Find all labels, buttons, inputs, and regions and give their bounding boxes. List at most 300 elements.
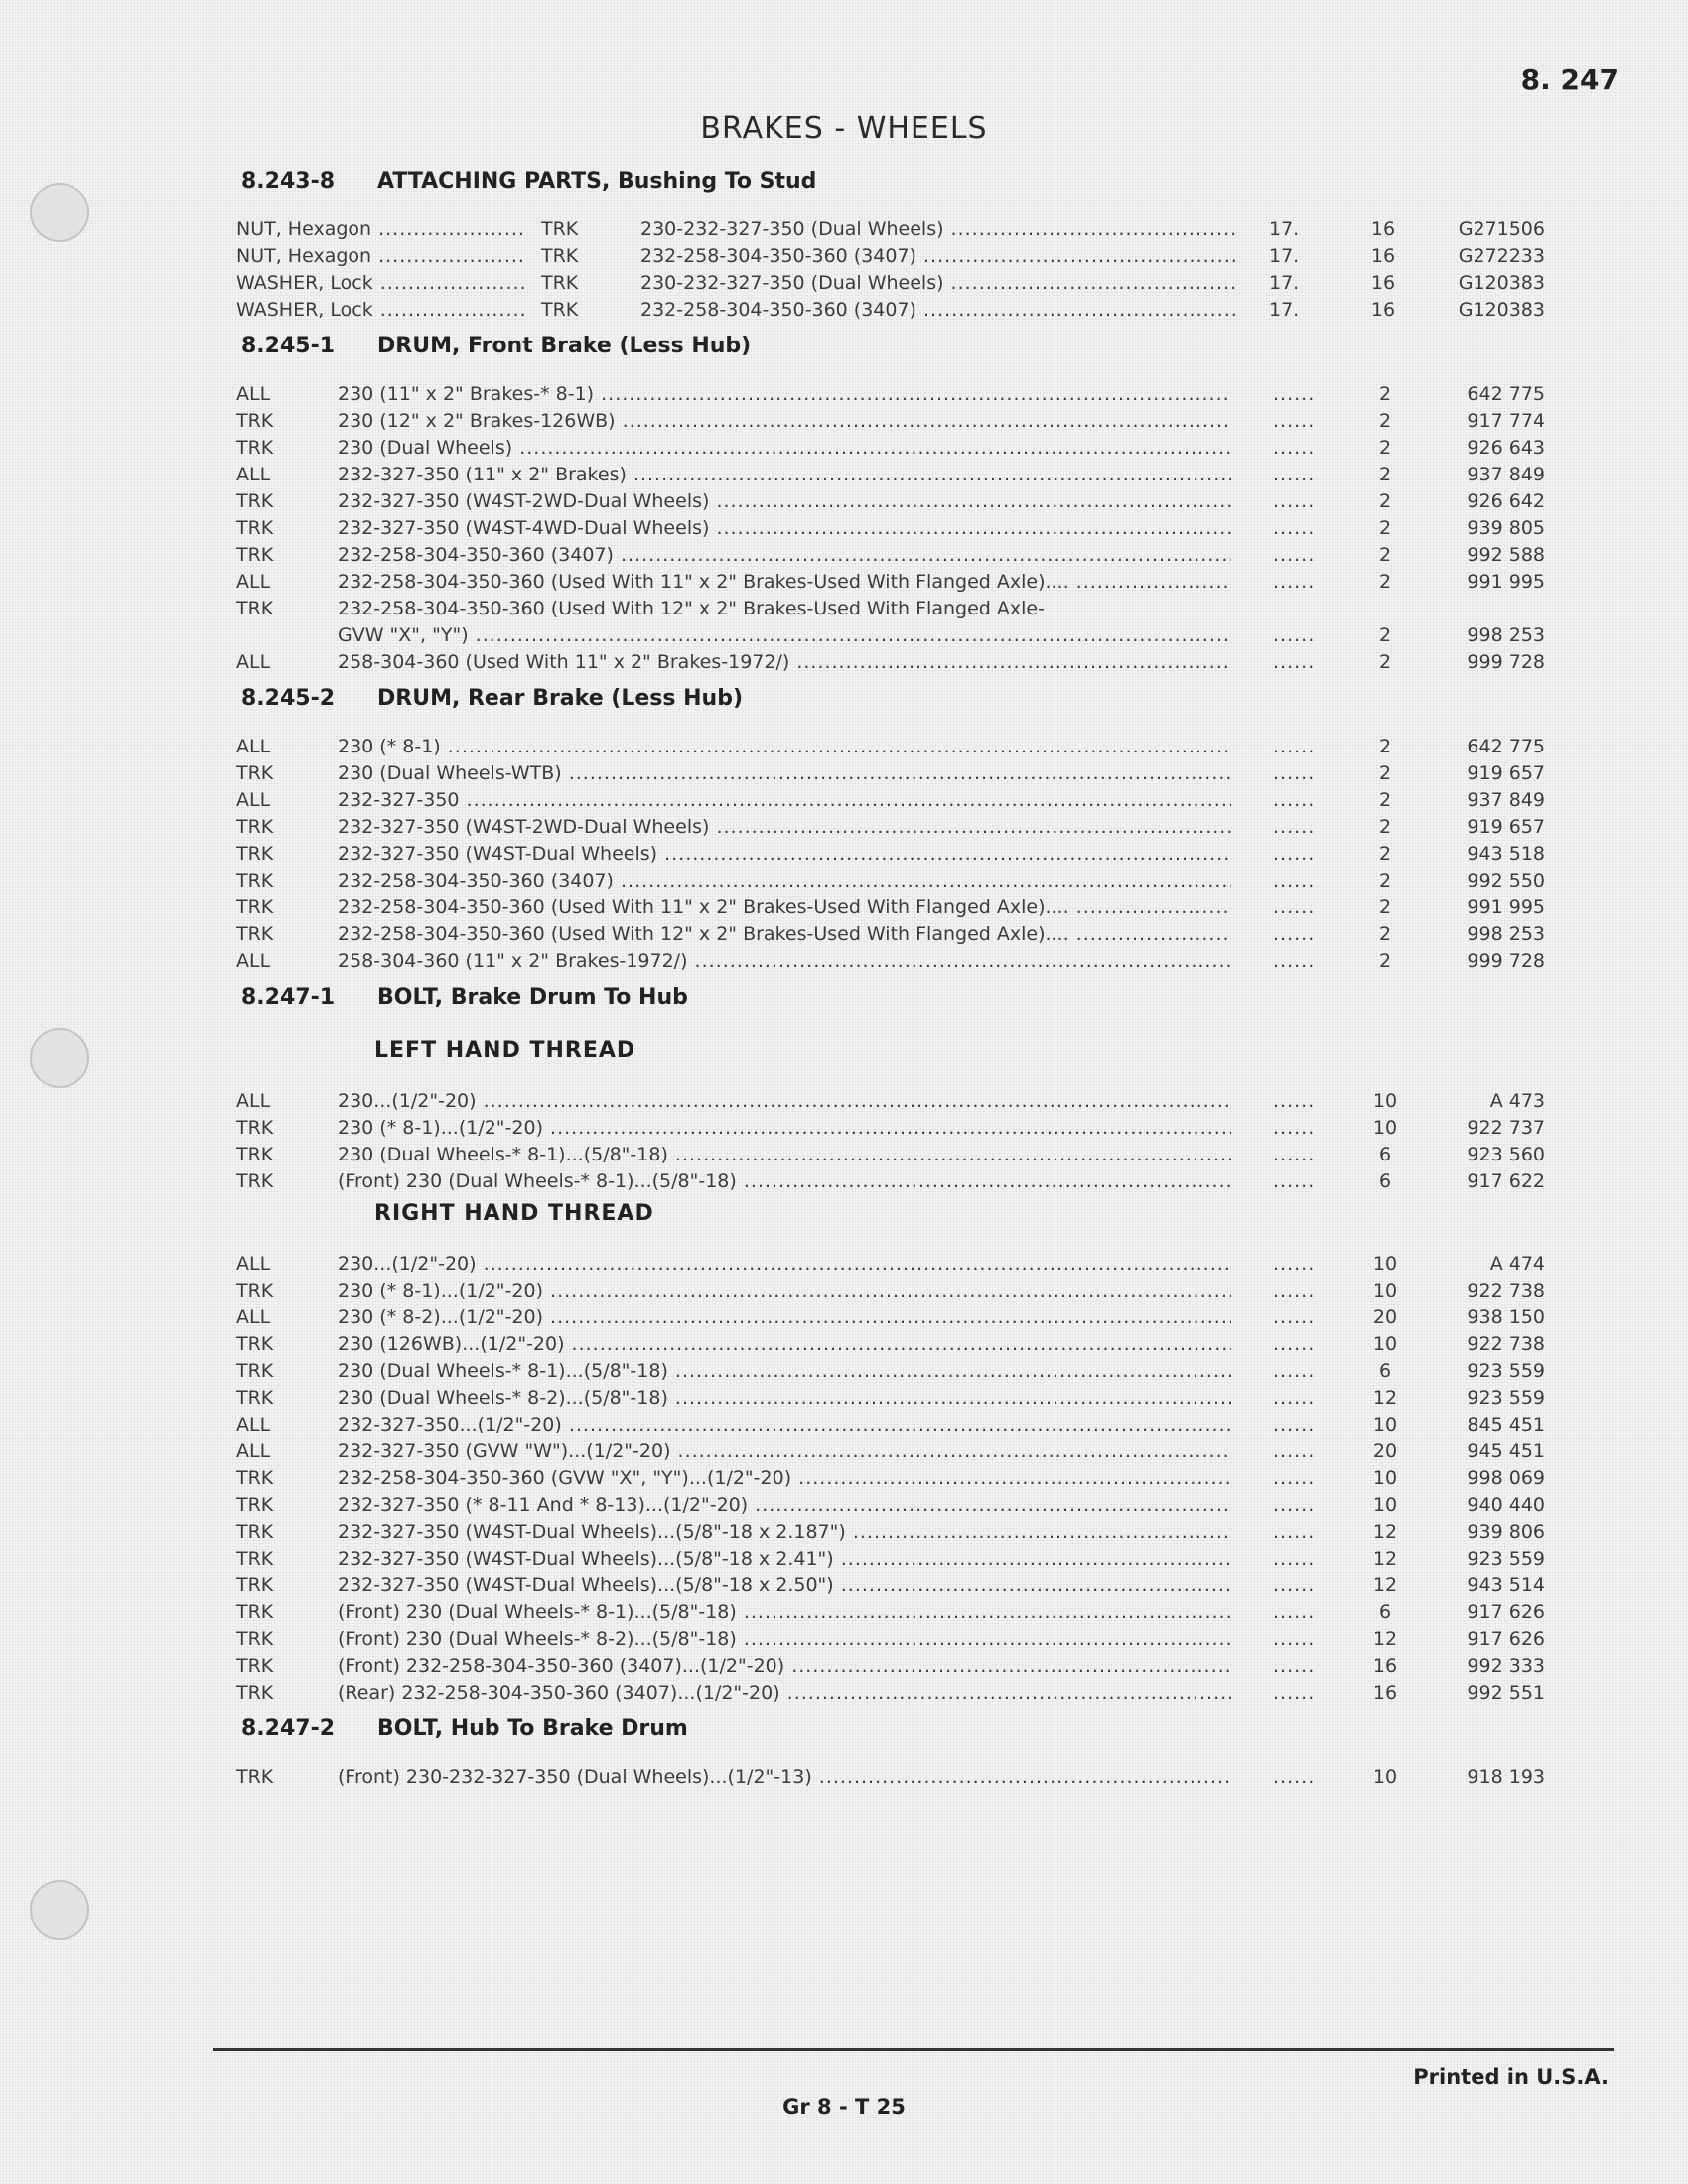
quantity: 12 [1372,1628,1398,1650]
section-8-247-1 [0,985,1688,1706]
part-description: 232-258-304-350-360 (Used With 11" x 2" Brakes-Used With Flanged Axle).... ..... [338,894,1231,921]
leader-dots: ...... [1273,1333,1316,1355]
part-number: G271506 [1458,218,1545,240]
model-code: TRK [541,218,579,240]
table-row [0,1680,1688,1706]
part-description: 232-258-304-350-360 (3407) ..... [338,868,1231,894]
quantity: 12 [1372,1387,1398,1409]
part-number: 991 995 [1467,571,1545,593]
table-row [0,381,1688,408]
leader-dots: ...... [1273,490,1316,512]
leader-dots: ...... [1273,870,1316,891]
footer-rule [213,2048,1614,2051]
quantity: 6 [1378,1360,1392,1382]
part-number: 922 738 [1467,1280,1545,1301]
model-code: ALL [236,1090,271,1112]
quantity: 2 [1378,870,1392,891]
quantity: 6 [1378,1144,1392,1165]
part-description: 258-304-360 (11" x 2" Brakes-1972/) ..... [338,948,1231,975]
part-number: 926 642 [1467,490,1545,512]
table-row [0,814,1688,841]
part-description: 232-258-304-350-360 (Used With 11" x 2" Brakes-Used With Flanged Axle).... ..... [338,569,1231,596]
table-row [0,948,1688,975]
section-8-247-2 [0,1716,1688,1791]
leader-dots: ...... [1273,1387,1316,1409]
quantity: 12 [1372,1548,1398,1570]
leader-dots: ...... [1273,1628,1316,1650]
part-number: 999 728 [1467,950,1545,972]
table-row [0,1331,1688,1358]
section-8-245-2 [0,686,1688,975]
quantity: 6 [1378,1170,1392,1192]
table-row [0,1115,1688,1142]
part-description: 232-327-350 (W4ST-2WD-Dual Wheels) ..... [338,814,1231,841]
table-row [0,1572,1688,1599]
leader-dots: ...... [1273,1655,1316,1677]
part-number: 923 559 [1467,1387,1545,1409]
section-number: 8.245-2 [241,686,336,711]
model-code: ALL [236,571,271,593]
part-description: 230 (Dual Wheels-WTB) ..... [338,760,1231,787]
table-row [0,1438,1688,1465]
leader-dots: ...... [1273,1253,1316,1275]
part-number: A 473 [1489,1090,1545,1112]
table-row [0,1251,1688,1278]
parts-rows [0,216,1688,324]
leader-dots: ...... [1273,410,1316,432]
table-row [0,1412,1688,1438]
part-description: 230 (12" x 2" Brakes-126WB) ..... [338,408,1231,435]
table-row [0,787,1688,814]
model-code: TRK [236,896,274,918]
leader-dots: ...... [1273,383,1316,405]
leader-dots: ...... [1273,1306,1316,1328]
quantity: 2 [1378,410,1392,432]
model-code: ALL [236,383,271,405]
quantity-reference: 17. [1269,245,1300,267]
section-number: 8.243-8 [241,169,336,194]
parts-rows [0,1764,1688,1791]
part-description: (Front) 230 (Dual Wheels-* 8-2)...(5/8"-18) ..... [338,1626,1231,1653]
leader-dots: ...... [1273,1144,1316,1165]
part-description: 232-258-304-350-360 (Used With 12" x 2" Brakes-Used With Flanged Axle).... ..... [338,921,1231,948]
leader-dots: ...... [1273,571,1316,593]
quantity: 10 [1372,1280,1398,1301]
leader-dots: ...... [1273,1682,1316,1704]
leader-dots: ...... [1273,1574,1316,1596]
quantity: 2 [1378,816,1392,838]
leader-dots: ...... [1273,762,1316,784]
leader-dots: ...... [1273,1494,1316,1516]
model-code: TRK [236,1548,274,1570]
model-code: TRK [236,410,274,432]
part-name: WASHER, Lock ..... [236,270,524,297]
parts-rows [0,1088,1688,1195]
leader-dots: ...... [1273,923,1316,945]
section-8-245-1 [0,334,1688,676]
table-row [0,868,1688,894]
quantity: 2 [1378,651,1392,673]
table-row [0,734,1688,760]
leader-dots: ...... [1273,1440,1316,1462]
model-code: ALL [236,736,271,757]
table-row [0,569,1688,596]
part-number: 917 626 [1467,1601,1545,1623]
part-number: 919 657 [1467,762,1545,784]
section-heading [0,334,1688,381]
quantity: 2 [1378,950,1392,972]
part-description: 232-327-350 (W4ST-Dual Wheels)...(5/8"-18 x 2.50") ..... [338,1572,1231,1599]
leader-dots: ...... [1273,736,1316,757]
part-number: 943 518 [1467,843,1545,865]
part-number: 940 440 [1467,1494,1545,1516]
part-number: 918 193 [1467,1766,1545,1788]
model-code: TRK [236,437,274,459]
model-code: TRK [236,1144,274,1165]
part-description: 232-258-304-350-360 (3407) ..... [640,243,1236,270]
model-code: TRK [541,299,579,321]
leader-dots: ...... [1273,437,1316,459]
table-row [0,1492,1688,1519]
quantity: 10 [1372,1090,1398,1112]
model-code: TRK [541,245,579,267]
subsection-heading [0,1038,1688,1088]
part-number: 992 333 [1467,1655,1545,1677]
part-description: 232-327-350...(1/2"-20) ..... [338,1412,1231,1438]
quantity: 2 [1378,437,1392,459]
page-number: 8. 247 [1520,64,1618,96]
part-number: 992 550 [1467,870,1545,891]
part-description: GVW "X", "Y") ..... [338,622,1231,649]
leader-dots: ...... [1273,1280,1316,1301]
table-row [0,622,1688,649]
quantity: 2 [1378,923,1392,945]
model-code: ALL [236,1414,271,1435]
part-name: NUT, Hexagon ..... [236,216,524,243]
table-row [0,243,1688,270]
model-code: TRK [236,870,274,891]
section-number: 8.245-1 [241,334,336,358]
quantity: 16 [1372,1682,1398,1704]
part-description: (Front) 230 (Dual Wheels-* 8-1)...(5/8"-18) ..... [338,1168,1231,1195]
part-number: A 474 [1489,1253,1545,1275]
quantity: 2 [1378,490,1392,512]
quantity: 16 [1370,272,1396,294]
section-title: DRUM, Rear Brake (Less Hub) [377,686,743,711]
quantity: 16 [1370,245,1396,267]
part-description: 230 (11" x 2" Brakes-* 8-1) ..... [338,381,1231,408]
part-number: 998 253 [1467,624,1545,646]
leader-dots: ...... [1273,1467,1316,1489]
leader-dots: ...... [1273,1414,1316,1435]
table-row [0,1519,1688,1546]
model-code: TRK [541,272,579,294]
quantity: 10 [1372,1117,1398,1139]
leader-dots: ...... [1273,843,1316,865]
table-row [0,1278,1688,1304]
part-number: G120383 [1458,299,1545,321]
model-code: ALL [236,950,271,972]
part-number: 917 626 [1467,1628,1545,1650]
quantity: 2 [1378,383,1392,405]
quantity-reference: 17. [1269,272,1300,294]
quantity: 2 [1378,843,1392,865]
quantity: 16 [1370,299,1396,321]
table-row [0,1653,1688,1680]
quantity: 2 [1378,517,1392,539]
table-row [0,841,1688,868]
part-description: 230-232-327-350 (Dual Wheels) ..... [640,270,1236,297]
quantity: 12 [1372,1574,1398,1596]
leader-dots: ...... [1273,1521,1316,1543]
subsection-title: LEFT HAND THREAD [374,1038,636,1063]
part-number: 943 514 [1467,1574,1545,1596]
section-8-243-8 [0,169,1688,324]
part-description: 232-327-350 (W4ST-2WD-Dual Wheels) ..... [338,488,1231,515]
part-number: 999 728 [1467,651,1545,673]
model-code: ALL [236,1306,271,1328]
section-heading [0,1716,1688,1764]
table-row [0,435,1688,462]
part-description: 232-327-350 (W4ST-4WD-Dual Wheels) ..... [338,515,1231,542]
part-description: 232-258-304-350-360 (3407) ..... [640,297,1236,324]
table-row [0,1626,1688,1653]
part-description: 232-327-350 (11" x 2" Brakes) ..... [338,462,1231,488]
model-code: TRK [236,1387,274,1409]
leader-dots: ...... [1273,1170,1316,1192]
part-number: 642 775 [1467,383,1545,405]
model-code: TRK [236,1655,274,1677]
leader-dots: ...... [1273,544,1316,566]
quantity: 16 [1370,218,1396,240]
section-heading [0,985,1688,1032]
part-number: 845 451 [1467,1414,1545,1435]
part-description: 230-232-327-350 (Dual Wheels) ..... [640,216,1236,243]
part-number: 642 775 [1467,736,1545,757]
section-heading [0,686,1688,734]
table-row [0,462,1688,488]
part-description: (Front) 230-232-327-350 (Dual Wheels)...(1/2"-13) ..... [338,1764,1231,1791]
model-code: TRK [236,762,274,784]
quantity: 20 [1372,1306,1398,1328]
part-number: 917 622 [1467,1170,1545,1192]
quantity-reference: 17. [1269,299,1300,321]
quantity: 6 [1378,1601,1392,1623]
model-code: ALL [236,1253,271,1275]
table-row [0,1358,1688,1385]
table-row [0,1385,1688,1412]
quantity: 2 [1378,624,1392,646]
leader-dots: ...... [1273,1360,1316,1382]
table-row [0,894,1688,921]
model-code: TRK [236,923,274,945]
quantity: 2 [1378,571,1392,593]
model-code: TRK [236,1170,274,1192]
table-row [0,216,1688,243]
parts-rows [0,1251,1688,1706]
part-number: 991 995 [1467,896,1545,918]
model-code: TRK [236,544,274,566]
part-number: 923 559 [1467,1360,1545,1382]
table-row [0,649,1688,676]
section-title: ATTACHING PARTS, Bushing To Stud [377,169,817,194]
part-description: 230 (* 8-2)...(1/2"-20) ..... [338,1304,1231,1331]
leader-dots: ...... [1273,624,1316,646]
leader-dots: ...... [1273,1601,1316,1623]
part-description: 230 (Dual Wheels-* 8-1)...(5/8"-18) ..... [338,1142,1231,1168]
part-description: 230 (126WB)...(1/2"-20) ..... [338,1331,1231,1358]
footer-group-code: Gr 8 - T 25 [782,2095,906,2118]
part-number: 945 451 [1467,1440,1545,1462]
quantity: 2 [1378,464,1392,485]
part-description: 232-258-304-350-360 (Used With 12" x 2" Brakes-Used With Flanged Axle- [338,598,1045,619]
section-title: DRUM, Front Brake (Less Hub) [377,334,752,358]
table-row [0,1764,1688,1791]
quantity: 10 [1372,1467,1398,1489]
quantity: 10 [1372,1333,1398,1355]
table-row [0,1304,1688,1331]
leader-dots: ...... [1273,517,1316,539]
section-number: 8.247-1 [241,985,336,1010]
table-row [0,270,1688,297]
model-code: ALL [236,1440,271,1462]
table-row [0,1142,1688,1168]
leader-dots: ...... [1273,789,1316,811]
part-description: 230...(1/2"-20) ..... [338,1088,1231,1115]
section-title: BOLT, Hub To Brake Drum [377,1716,688,1741]
part-number: 938 150 [1467,1306,1545,1328]
part-description: (Front) 230 (Dual Wheels-* 8-1)...(5/8"-18) ..... [338,1599,1231,1626]
model-code: TRK [236,1682,274,1704]
parts-list [0,169,1688,1795]
table-row [0,1599,1688,1626]
model-code: TRK [236,1601,274,1623]
part-name: WASHER, Lock ..... [236,297,524,324]
part-number: 923 560 [1467,1144,1545,1165]
section-heading [0,169,1688,216]
leader-dots: ...... [1273,1117,1316,1139]
model-code: TRK [236,1628,274,1650]
part-description: 232-327-350 (W4ST-Dual Wheels) ..... [338,841,1231,868]
parts-rows [0,381,1688,676]
table-row [0,408,1688,435]
part-number: 937 849 [1467,464,1545,485]
model-code: TRK [236,1574,274,1596]
part-number: 922 738 [1467,1333,1545,1355]
part-number: 939 806 [1467,1521,1545,1543]
part-description: 232-258-304-350-360 (3407) ..... [338,542,1231,569]
part-number: G272233 [1458,245,1545,267]
table-row [0,1168,1688,1195]
part-number: 998 253 [1467,923,1545,945]
quantity: 12 [1372,1521,1398,1543]
part-description: 230 (Dual Wheels) ..... [338,435,1231,462]
model-code: TRK [236,1117,274,1139]
leader-dots: ...... [1273,1548,1316,1570]
model-code: TRK [236,1280,274,1301]
table-row [0,596,1688,622]
quantity: 20 [1372,1440,1398,1462]
part-description: 230...(1/2"-20) ..... [338,1251,1231,1278]
part-description: 258-304-360 (Used With 11" x 2" Brakes-1972/) ..... [338,649,1231,676]
binder-hole-bottom [30,1880,89,1940]
table-row [0,515,1688,542]
model-code: TRK [236,816,274,838]
model-code: ALL [236,651,271,673]
leader-dots: ...... [1273,816,1316,838]
part-description: 230 (Dual Wheels-* 8-1)...(5/8"-18) ..... [338,1358,1231,1385]
part-number: 992 588 [1467,544,1545,566]
part-description: (Rear) 232-258-304-350-360 (3407)...(1/2"-20) ..... [338,1680,1231,1706]
table-row [0,297,1688,324]
quantity-reference: 17. [1269,218,1300,240]
part-number: 923 559 [1467,1548,1545,1570]
part-number: 917 774 [1467,410,1545,432]
leader-dots: ...... [1273,464,1316,485]
model-code: TRK [236,1333,274,1355]
part-description: 230 (* 8-1) ..... [338,734,1231,760]
model-code: TRK [236,1521,274,1543]
table-row [0,1465,1688,1492]
part-number: 926 643 [1467,437,1545,459]
footer-printed-in: Printed in U.S.A. [1413,2065,1609,2089]
part-description: 232-327-350 (W4ST-Dual Wheels)...(5/8"-18 x 2.41") ..... [338,1546,1231,1572]
model-code: TRK [236,1494,274,1516]
section-title: BOLT, Brake Drum To Hub [377,985,688,1010]
quantity: 16 [1372,1655,1398,1677]
model-code: TRK [236,843,274,865]
leader-dots: ...... [1273,1090,1316,1112]
part-number: 922 737 [1467,1117,1545,1139]
quantity: 2 [1378,896,1392,918]
part-number: 939 805 [1467,517,1545,539]
part-number: 992 551 [1467,1682,1545,1704]
part-description: 232-327-350 (W4ST-Dual Wheels)...(5/8"-18 x 2.187") ..... [338,1519,1231,1546]
quantity: 10 [1372,1414,1398,1435]
quantity: 10 [1372,1253,1398,1275]
part-number: G120383 [1458,272,1545,294]
part-description: 232-258-304-350-360 (GVW "X", "Y")...(1/2"-20) ..... [338,1465,1231,1492]
model-code: TRK [236,517,274,539]
quantity: 2 [1378,544,1392,566]
subsection-heading [0,1201,1688,1251]
part-number: 919 657 [1467,816,1545,838]
model-code: TRK [236,1467,274,1489]
part-description: 232-327-350 (* 8-11 And * 8-13)...(1/2"-20) ..... [338,1492,1231,1519]
table-row [0,921,1688,948]
table-row [0,760,1688,787]
part-description: (Front) 232-258-304-350-360 (3407)...(1/2"-20) ..... [338,1653,1231,1680]
quantity: 2 [1378,789,1392,811]
part-description: 230 (Dual Wheels-* 8-2)...(5/8"-18) ..... [338,1385,1231,1412]
leader-dots: ...... [1273,1766,1316,1788]
table-row [0,1088,1688,1115]
model-code: TRK [236,598,274,619]
section-number: 8.247-2 [241,1716,336,1741]
part-description: 230 (* 8-1)...(1/2"-20) ..... [338,1278,1231,1304]
part-description: 232-327-350 ..... [338,787,1231,814]
part-name: NUT, Hexagon ..... [236,243,524,270]
subsection-title: RIGHT HAND THREAD [374,1201,654,1226]
model-code: TRK [236,1766,274,1788]
quantity: 2 [1378,736,1392,757]
leader-dots: ...... [1273,896,1316,918]
part-number: 998 069 [1467,1467,1545,1489]
model-code: ALL [236,789,271,811]
model-code: TRK [236,1360,274,1382]
page-title: BRAKES - WHEELS [700,111,988,146]
part-description: 230 (* 8-1)...(1/2"-20) ..... [338,1115,1231,1142]
